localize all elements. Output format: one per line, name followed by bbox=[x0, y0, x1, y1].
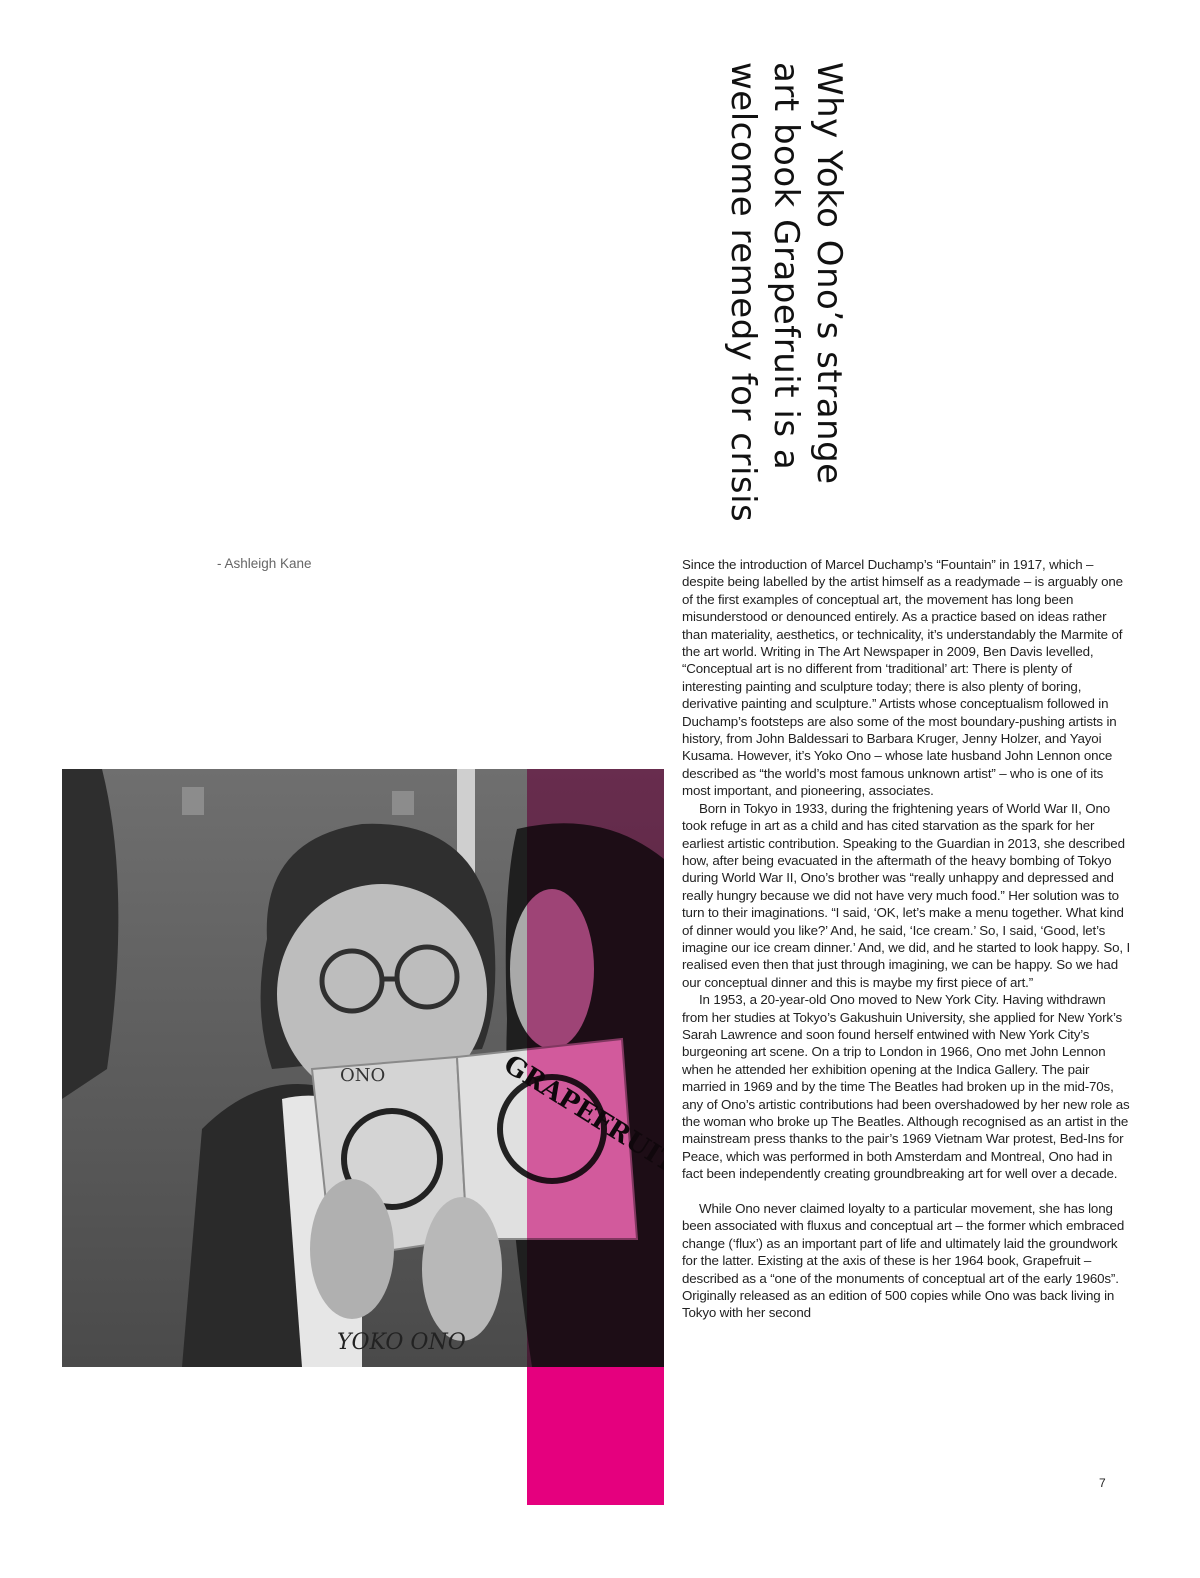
byline: - Ashleigh Kane bbox=[217, 556, 312, 571]
book-cover-ono-text: ONO bbox=[340, 1065, 386, 1086]
page-number: 7 bbox=[1099, 1476, 1106, 1490]
article-paragraph: While Ono never claimed loyalty to a particular movement, she has long been associated with fluxus and conceptual art – the former which embraced change (‘flux’) as an important part of life and ultimately laid the groundwork for the latter. Existing at the axis of these is her 1964 book, Grapefruit – described as a “one of the monuments of conceptual art of the early 1960s”. Originally released as an edition of 500 copies while Ono was back living in Tokyo with her second bbox=[682, 1201, 1125, 1321]
article-paragraph: In 1953, a 20-year-old Ono moved to New York City. Having withdrawn from her studies at Tokyo’s Gakushuin University, she applied for New York’s Sarah Lawrence and soon found herself entwined with New York City’s burgeoning art scene. On a trip to London in 1966, Ono met John Lennon when he attended her exhibition opening at the Indica Gallery. The pair married in 1969 and by the time The Beatles had broken up in the mid-70s, any of Ono’s artistic contributions had been overshadowed by her new role as the woman who broke up The Beatles. Although recognised as an artist in the mainstream press thanks to the pair’s 1969 Vietnam War protest, Bed-Ins for Peace, which was performed in both Amsterdam and Montreal, Ono had in fact been independently creating groundbreaking art for well over a decade. bbox=[682, 992, 1130, 1182]
article-body bbox=[682, 556, 1132, 1322]
article-title: Why Yoko Ono’s strange art book Grapefruit is a welcome remedy for crisis bbox=[723, 62, 849, 523]
shirt-yoko-ono-text: YOKO ONO bbox=[337, 1330, 466, 1355]
article-paragraph: Born in Tokyo in 1933, during the frightening years of World War II, Ono took refuge in art as a child and has cited starvation as the spark for her earliest artistic contribution. Speaking to the Guardian in 2013, she described how, after being evacuated in the aftermath of the heavy bombing of Tokyo during World War II, Ono’s brother was “really unhappy and depressed and really hungry because we did not have very much food.” Her solution was to turn to their imaginations. “I said, ‘OK, let’s make a menu together. What kind of dinner would you like?’ And, he said, ‘Ice cream.’ So, I said, ‘Good, let’s imagine our ice cream dinner.’ And, we did, and he started to look happy. So, I realised even then that just through imagining, we can be happy. So we had our conceptual dinner and this is maybe my first piece of art.” bbox=[682, 800, 1131, 990]
photo-lennon-ono-grapefruit bbox=[62, 769, 664, 1367]
article-paragraph: Since the introduction of Marcel Duchamp’s “Fountain” in 1917, which – despite being labelled by the artist himself as a readymade – is arguably one of the first examples of conceptual art, the movement has long been misunderstood or denounced entirely. As a practice based on ideas rather than materiality, aesthetics, or technicality, it’s understandably the Marmite of the art world. Writing in The Art Newspaper in 2009, Ben Davis levelled, “Conceptual art is no different from ‘traditional’ art: There is plenty of interesting painting and sculpture today; there is also plenty of boring, derivative painting and sculpture.” Artists whose conceptualism followed in Duchamp’s footsteps are also some of the most boundary-pushing artists in history, from John Baldessari to Barbara Kruger, Jenny Holzer, and Yayoi Kusama. However, it’s Yoko Ono – whose late husband John Lennon once described as “the world’s most famous unknown artist” – who is one of its most important, and pioneering, associates. bbox=[682, 557, 1123, 799]
